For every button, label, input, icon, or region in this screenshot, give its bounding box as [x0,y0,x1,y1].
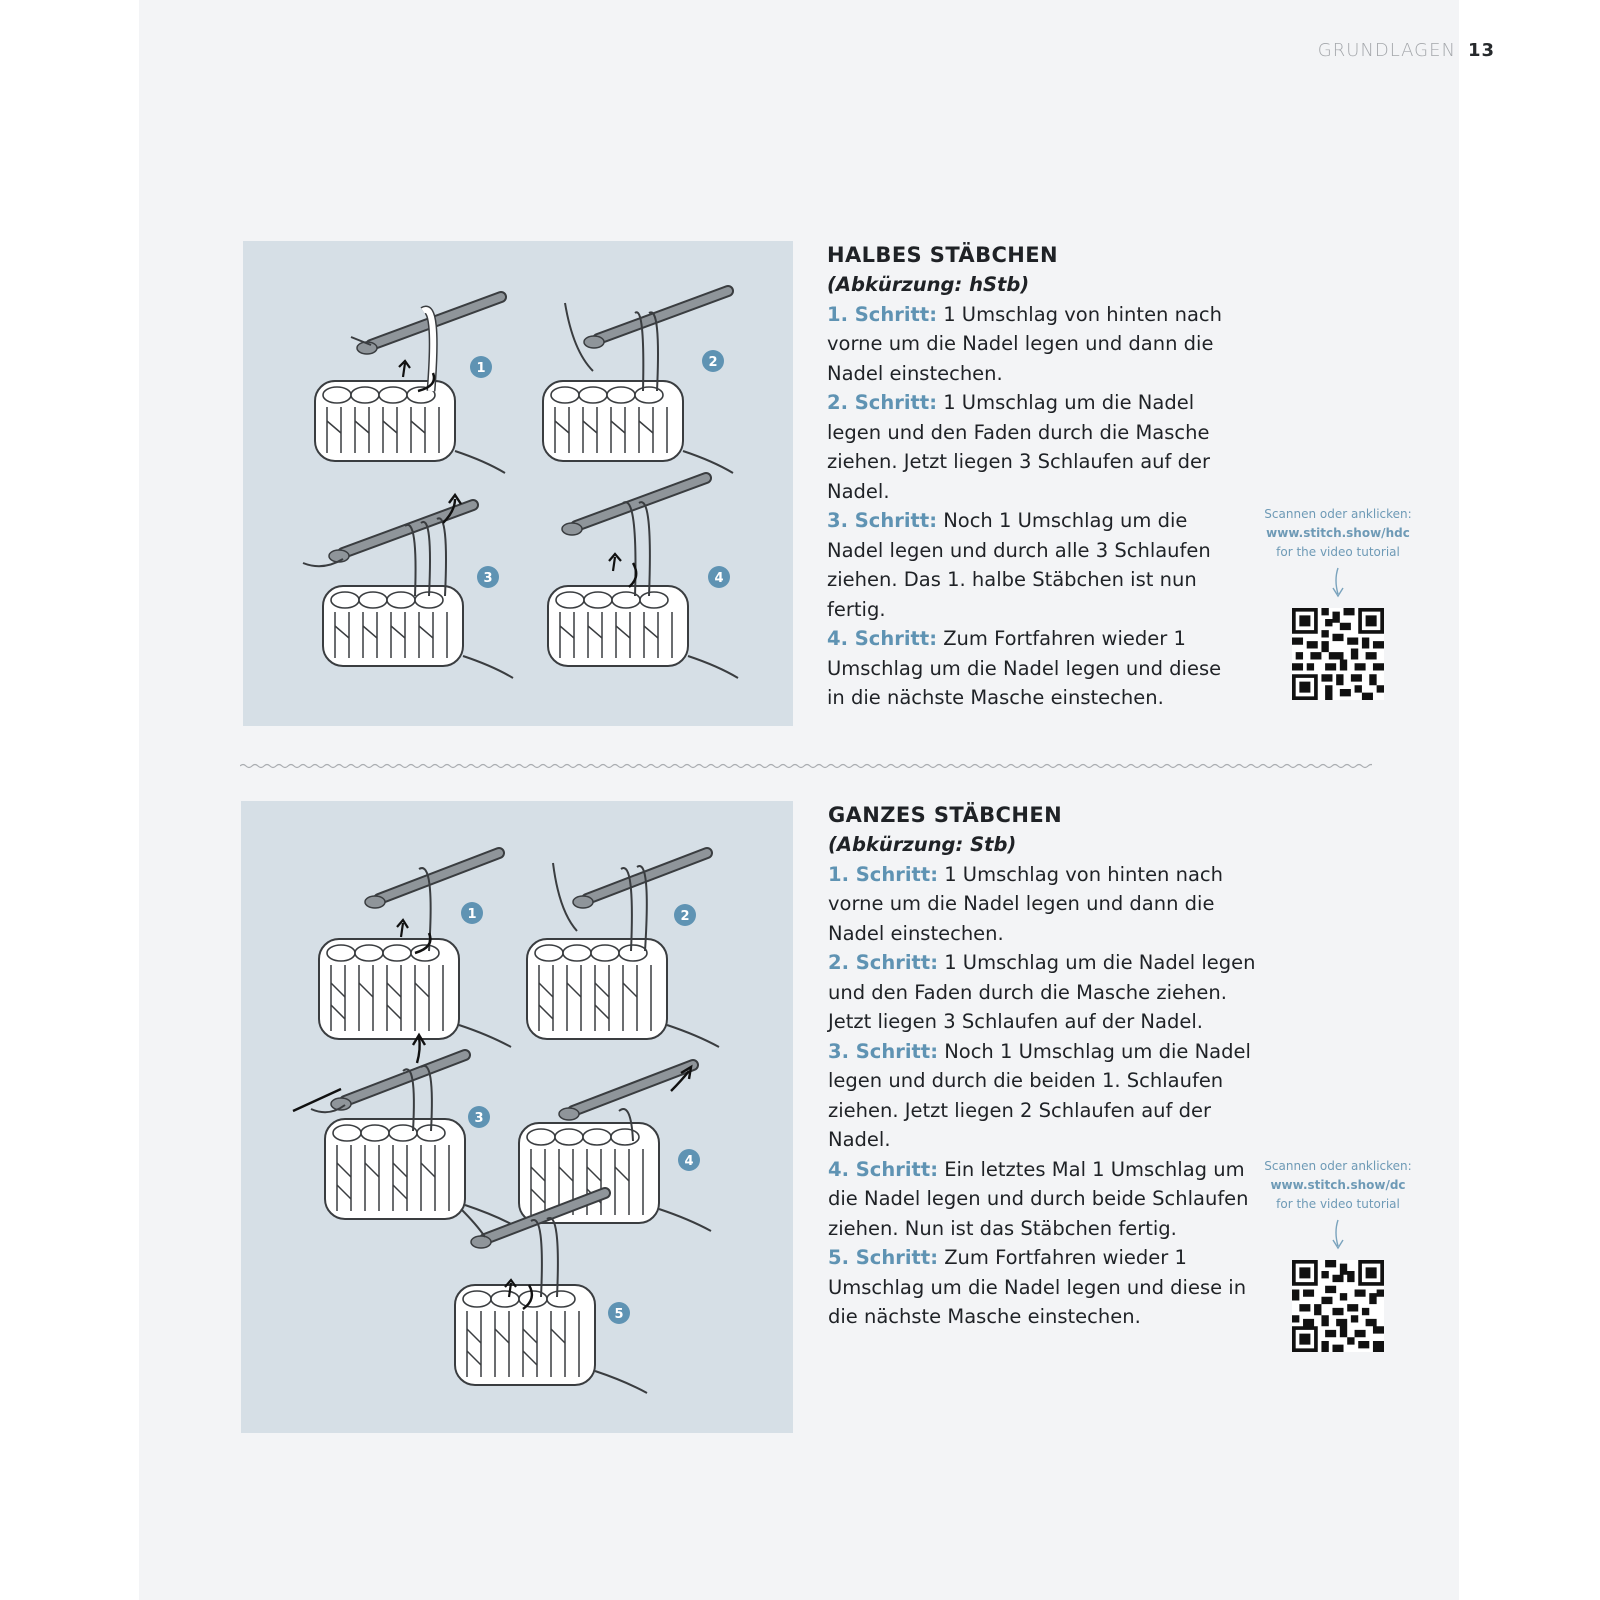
dc-title: GANZES STÄBCHEN [828,803,1063,827]
hdc-illustration-panel [243,241,793,726]
qr-caption-line3: for the video tutorial [1276,1197,1400,1211]
step-label: 5. Schritt: [828,1246,938,1269]
hdc-step-3 [827,506,1237,624]
step-text: 1 Umschlag um die Nadel legen und den Faden durch die Masche ziehen. Jetzt liegen 3 Schlaufen auf der Nadel. [827,391,1210,503]
dc-step-3 [828,1037,1258,1155]
step-text: Noch 1 Umschlag um die Nadel legen und durch alle 3 Schlaufen ziehen. Das 1. halbe Stäbchen ist nun fertig. [827,509,1211,621]
hdc-abbreviation: (Abkürzung: hStb) [827,273,1030,296]
dc-figure-4 [519,1065,711,1231]
svg-text:4: 4 [714,571,724,586]
dc-step-4 [828,1155,1258,1244]
hdc-step-2 [827,388,1237,506]
hdc-title: HALBES STÄBCHEN [827,243,1058,267]
dc-illustration-panel [241,801,793,1433]
step-text: 1 Umschlag von hinten nach vorne um die Nadel legen und dann die Nadel einstechen. [828,862,1224,945]
dc-badge-4 [678,1149,700,1171]
svg-text:2: 2 [680,909,690,924]
dc-figure-3 [293,1035,517,1227]
hdc-crochet-illustration [243,241,793,726]
qr-caption-line3: for the video tutorial [1276,545,1400,559]
dc-step-1 [828,860,1258,949]
svg-text:1: 1 [476,361,486,376]
hdc-qr-block [1258,505,1418,700]
dc-qr-code-icon[interactable] [1292,1260,1384,1352]
step-text: Zum Fortfahren wieder 1 Umschlag um die Nadel legen und diese in die nächste Masche einstechen. [828,1246,1247,1328]
svg-text:2: 2 [708,355,718,370]
running-head [1318,40,1495,61]
step-label: 4. Schritt: [828,1157,938,1181]
dc-badge-2 [674,904,696,926]
hdc-badge-3 [477,566,499,588]
step-label: 1. Schritt: [828,862,938,886]
qr-caption-line1: Scannen oder anklicken: [1264,507,1412,521]
dc-badge-1 [461,902,483,924]
dc-figure-1 [319,853,511,1047]
dc-instructions [828,801,1258,1332]
hdc-badge-4 [708,566,730,588]
running-head-section: GRUNDLAGEN [1317,40,1456,61]
hdc-figure-2 [543,291,733,473]
step-label: 4. Schritt: [827,627,937,650]
dc-crochet-illustration [241,801,793,1433]
step-label: 3. Schritt: [828,1039,938,1063]
dc-figure-2 [527,853,719,1047]
dc-badge-3 [468,1106,490,1128]
svg-text:4: 4 [684,1154,694,1169]
hdc-step-1 [827,300,1237,389]
hdc-instructions [827,241,1237,713]
dc-step-5 [828,1243,1258,1332]
step-label: 3. Schritt: [827,509,937,532]
hdc-figure-1 [315,297,505,473]
step-text: Zum Fortfahren wieder 1 Umschlag um die Nadel legen und diese in die nächste Masche einstechen. [827,627,1222,709]
page-number: 13 [1467,40,1495,61]
hdc-badge-1 [470,356,492,378]
dc-badge-5 [608,1302,630,1324]
step-text: Ein letztes Mal 1 Umschlag um die Nadel legen und durch beide Schlaufen ziehen. Nun ist das Stäbchen fertig. [828,1157,1249,1240]
hdc-badge-2 [702,350,724,372]
arrow-down-icon [1331,1218,1345,1252]
step-label: 2. Schritt: [828,951,938,974]
step-text: 1 Umschlag um die Nadel legen und den Faden durch die Masche ziehen. Jetzt liegen 3 Schlaufen auf der Nadel. [828,951,1256,1033]
hdc-qr-code-icon[interactable] [1292,608,1384,700]
step-text: 1 Umschlag von hinten nach vorne um die Nadel legen und dann die Nadel einstechen. [827,302,1223,385]
step-text: Noch 1 Umschlag um die Nadel legen und durch die beiden 1. Schlaufen ziehen. Jetzt liegen 2 Schlaufen auf der Nadel. [828,1039,1251,1151]
svg-text:3: 3 [474,1111,484,1126]
arrow-down-icon [1331,566,1345,600]
svg-text:1: 1 [467,907,477,922]
section-divider [240,762,1372,770]
hdc-figure-3 [303,495,513,678]
step-label: 2. Schritt: [827,391,937,414]
svg-text:5: 5 [614,1307,624,1322]
dc-step-2 [828,948,1258,1037]
dc-abbreviation: (Abkürzung: Stb) [828,833,1017,856]
step-label: 1. Schritt: [827,302,937,326]
hdc-step-4 [827,624,1237,713]
hdc-video-link[interactable]: www.stitch.show/hdc [1266,526,1410,540]
dc-video-link[interactable]: www.stitch.show/dc [1270,1178,1406,1192]
qr-caption-line1: Scannen oder anklicken: [1264,1159,1412,1173]
dc-qr-block [1258,1157,1418,1352]
svg-text:3: 3 [483,571,493,586]
